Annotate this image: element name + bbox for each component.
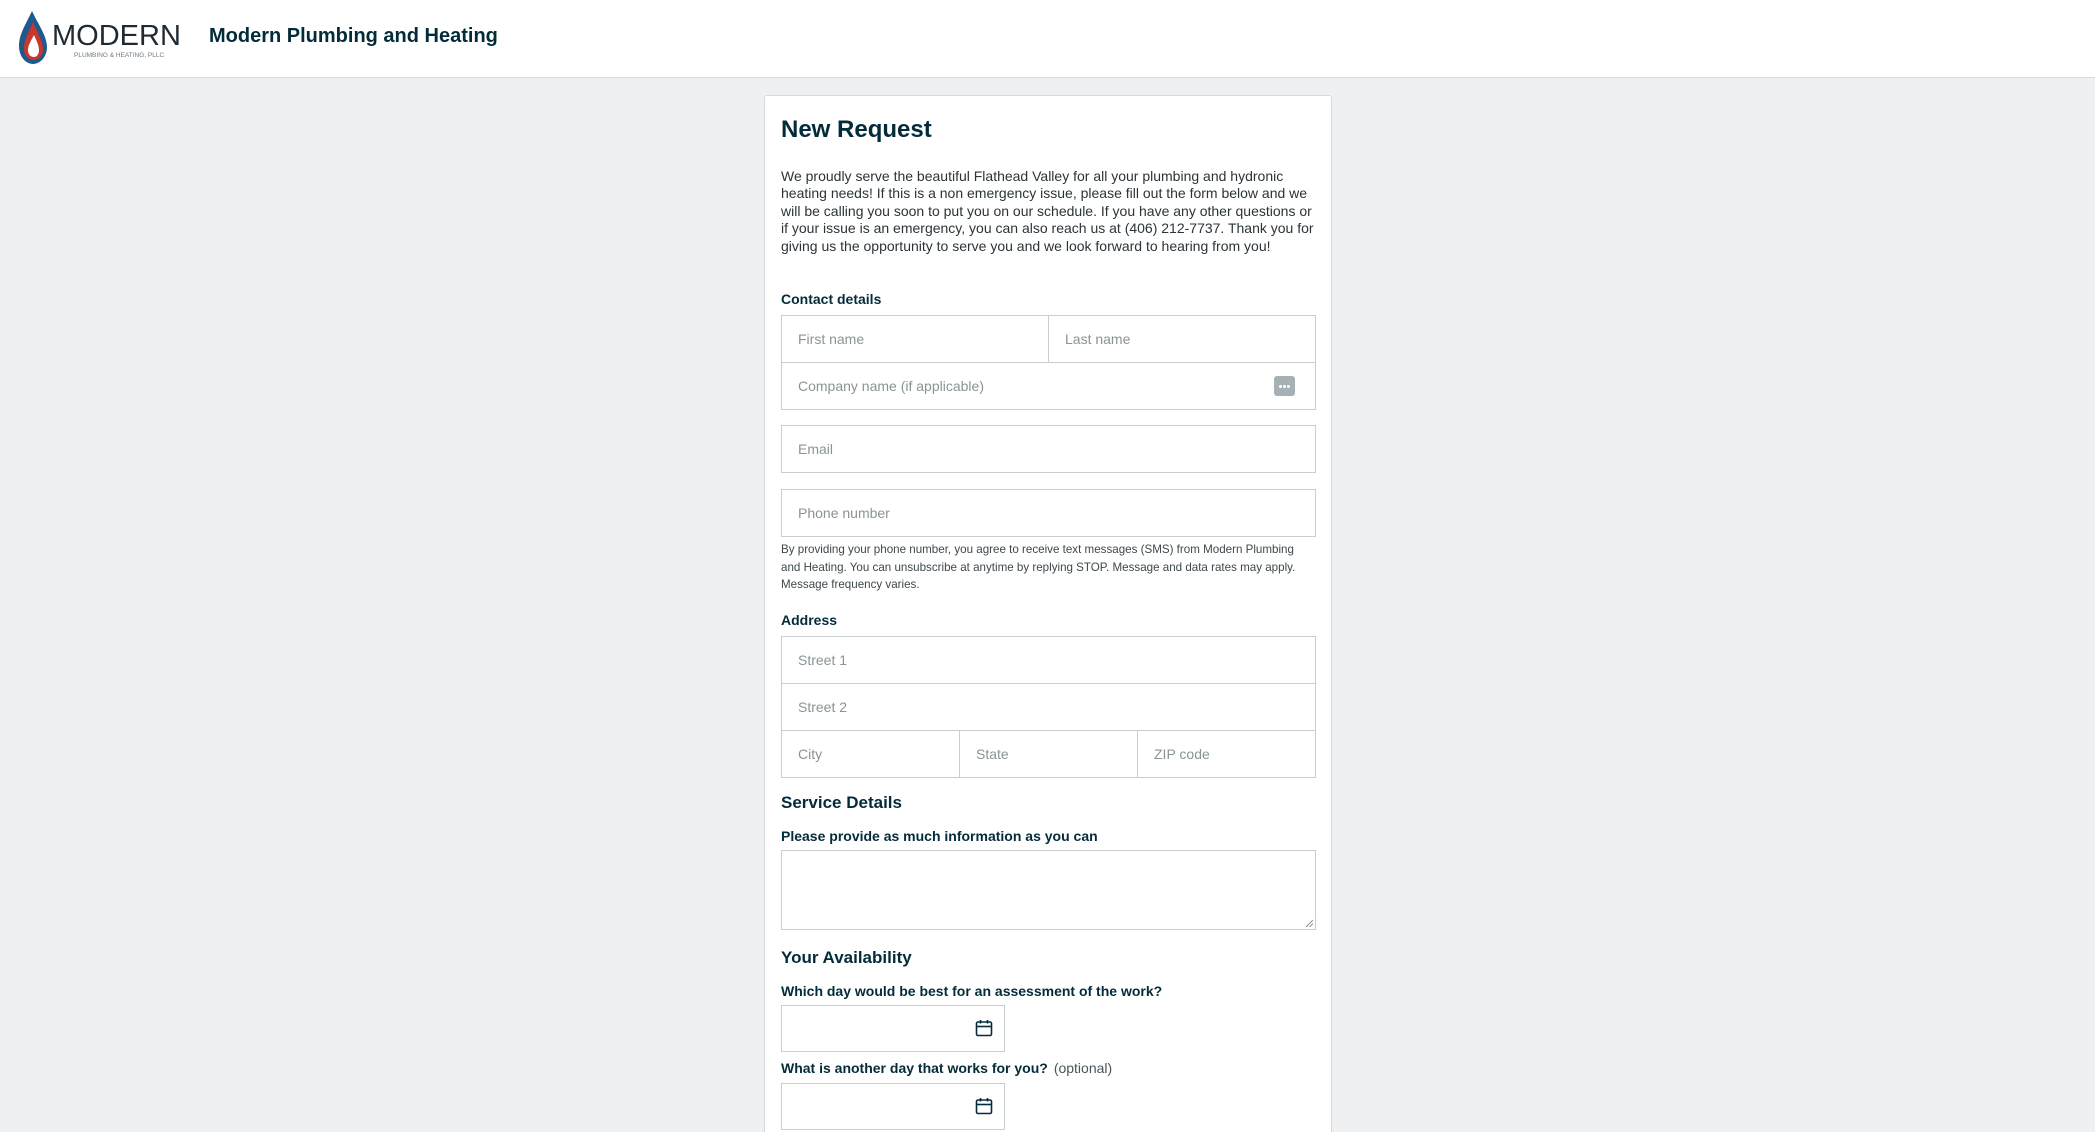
zip-input[interactable] bbox=[1138, 731, 1315, 777]
street1-input[interactable] bbox=[782, 637, 1315, 683]
phone-field bbox=[781, 489, 1316, 537]
phone-input[interactable] bbox=[782, 490, 1315, 536]
resize-handle-icon[interactable] bbox=[1305, 919, 1313, 927]
form-title: New Request bbox=[781, 116, 932, 143]
logo-subtext: PLUMBING & HEATING, PLLC bbox=[74, 52, 165, 59]
company-name-input[interactable] bbox=[782, 363, 1315, 409]
availability-heading: Your Availability bbox=[781, 948, 912, 967]
email-field bbox=[781, 425, 1316, 473]
day2-label-text: What is another day that works for you? bbox=[781, 1060, 1048, 1076]
company-logo[interactable] bbox=[16, 8, 188, 68]
calendar-icon[interactable] bbox=[974, 1096, 994, 1116]
company-name: Modern Plumbing and Heating bbox=[209, 25, 498, 47]
intro-text: We proudly serve the beautiful Flathead Valley for all your plumbing and hydronic heating needs! If this is a non emergency issue, please fill out the form below and we will be calling you soon to put you on our schedule. If you have any other questions or if your issue is an emergency, you can also reach us at (406) 212-7737. Thank you for giving us the opportunity to serve you and we look forward to hearing from you! bbox=[781, 168, 1314, 254]
day2-date-input[interactable] bbox=[782, 1084, 1004, 1129]
service-details-field bbox=[781, 850, 1316, 930]
top-bar bbox=[0, 0, 2095, 78]
optional-text: (optional) bbox=[1053, 1060, 1113, 1076]
street2-input[interactable] bbox=[782, 684, 1315, 730]
password-manager-icon[interactable] bbox=[1274, 376, 1295, 396]
flame-drop-logo-icon bbox=[16, 8, 188, 68]
service-details-textarea[interactable] bbox=[782, 851, 1315, 929]
address-group bbox=[781, 636, 1316, 778]
day2-label bbox=[781, 1060, 1112, 1076]
address-label: Address bbox=[781, 612, 838, 628]
day1-date-field bbox=[781, 1005, 1005, 1052]
service-details-heading: Service Details bbox=[781, 793, 902, 812]
city-input[interactable] bbox=[782, 731, 959, 777]
contact-name-group bbox=[781, 315, 1316, 410]
logo-text: MODERN bbox=[52, 20, 181, 52]
sms-notice: By providing your phone number, you agree to receive text messages (SMS) from Modern Plumbing and Heating. You can unsubscribe at anytime by replying STOP. Message and data rates may apply. Message frequency varies. bbox=[781, 543, 1296, 591]
day1-date-input[interactable] bbox=[782, 1006, 1004, 1051]
calendar-icon[interactable] bbox=[974, 1018, 994, 1038]
email-input[interactable] bbox=[782, 426, 1315, 472]
day1-label: Which day would be best for an assessment of the work? bbox=[781, 983, 1163, 999]
contact-details-label: Contact details bbox=[781, 291, 882, 307]
service-prompt-label: Please provide as much information as you can bbox=[781, 828, 1098, 844]
last-name-input[interactable] bbox=[1049, 316, 1315, 362]
state-input[interactable] bbox=[960, 731, 1137, 777]
request-form-card bbox=[764, 95, 1332, 1132]
first-name-input[interactable] bbox=[782, 316, 1048, 362]
day2-date-field bbox=[781, 1083, 1005, 1130]
